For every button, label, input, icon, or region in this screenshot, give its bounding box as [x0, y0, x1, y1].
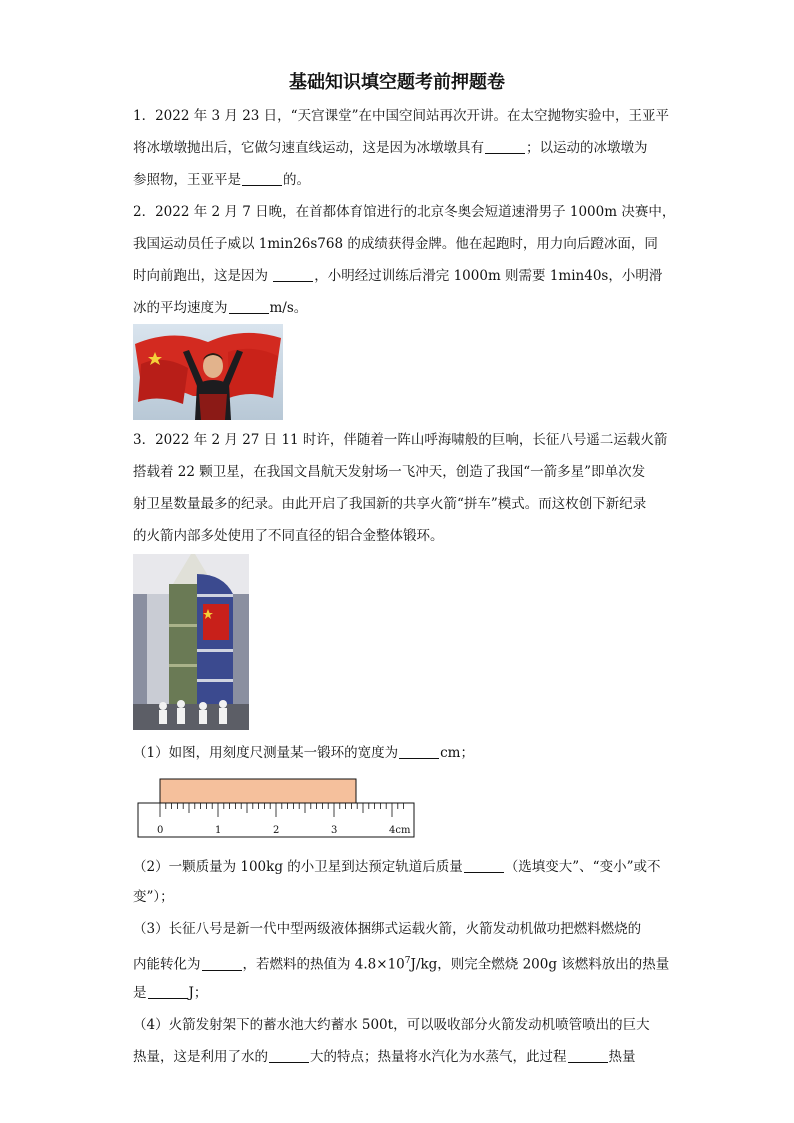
q1-line-2: 将冰墩墩抛出后，它做匀速直线运动，这是因为冰墩墩具有 ；以运动的冰墩墩为	[133, 140, 648, 156]
q3-line-3: 射卫星数量最多的纪录。由此开启了我国新的共享火箭“拼车”模式。而这枚创下新纪录	[133, 496, 647, 512]
q2-line-2: 我国运动员任子威以 1min26s768 的成绩获得金牌。他在起跑时，用力向后蹬冰面，同	[133, 236, 658, 252]
answer-blank	[399, 744, 439, 759]
sub3-line-3: 是 J；	[133, 985, 208, 1001]
answer-blank	[464, 858, 504, 873]
answer-blank	[148, 984, 188, 999]
sub3-line-2: 内能转化为 ，若燃料的热值为 $4.8\times 10^7J/kg$，则完全燃烧 200g 该燃料放出的热量	[133, 956, 670, 973]
q3-line-2: 搭载着 22 颗卫星，在我国文昌航天发射场一飞冲天，创造了我国“一箭多星”即单次发	[133, 464, 646, 480]
q2-line-4: 冰的平均速度为 m/s。	[133, 300, 308, 316]
ruler-label: 1	[215, 825, 222, 836]
ruler-label: 2	[273, 825, 280, 836]
ruler-label: 4cm	[389, 825, 411, 836]
q3-line-4: 的火箭内部多处使用了不同直径的铝合金整体锻环。	[133, 528, 444, 544]
answer-blank	[485, 139, 525, 154]
sub2-line-2: 变”）；	[133, 889, 174, 905]
ruler-label: 0	[157, 825, 164, 836]
q1-line-3: 参照物，王亚平是 的。	[133, 172, 310, 188]
page-title: 基础知识填空题考前押题卷	[289, 72, 505, 93]
sub1-line: （1）如图，用刻度尺测量某一锻环的宽度为 cm；	[133, 745, 474, 761]
answer-blank	[229, 299, 269, 314]
sub4-line-1: （4）火箭发射架下的蓄水池大约蓄水 500t，可以吸收部分火箭发动机喷管喷出的巨大	[133, 1017, 650, 1033]
answer-blank	[242, 171, 282, 186]
sub3-line-1: （3）长征八号是新一代中型两级液体捆绑式运载火箭，火箭发动机做功把燃料燃烧的	[133, 921, 642, 937]
q1-line-1: 1．2022 年 3 月 23 日，“天宫课堂”在中国空间站再次开讲。在太空抛物实验中，王亚平	[133, 108, 669, 124]
answer-blank	[202, 956, 242, 971]
rocket-photo	[133, 554, 249, 730]
skater-photo	[133, 324, 283, 420]
q2-line-1: 2．2022 年 2 月 7 日晚，在首都体育馆进行的北京冬奥会短道速滑男子 1000m 决赛中，	[133, 204, 676, 220]
answer-blank	[568, 1048, 608, 1063]
answer-blank	[269, 1048, 309, 1063]
sub4-line-2: 热量，这是利用了水的 大的特点；热量将水汽化为水蒸气，此过程 热量	[133, 1049, 636, 1065]
forged-ring	[160, 779, 356, 803]
q2-line-3: 时向前跑出，这是因为 ，小明经过训练后滑完 1000m 则需要 1min40s，小明滑	[133, 268, 663, 284]
ruler-figure	[132, 776, 416, 844]
sub2-line-1: （2）一颗质量为 100kg 的小卫星到达预定轨道后质量 （选填变大”、“变小”或不	[133, 859, 661, 875]
answer-blank	[273, 267, 313, 282]
ruler-label: 3	[331, 825, 338, 836]
q3-line-1: 3．2022 年 2 月 27 日 11 时许，伴随着一阵山呼海啸般的巨响，长征八号遥二运载火箭	[133, 432, 668, 448]
